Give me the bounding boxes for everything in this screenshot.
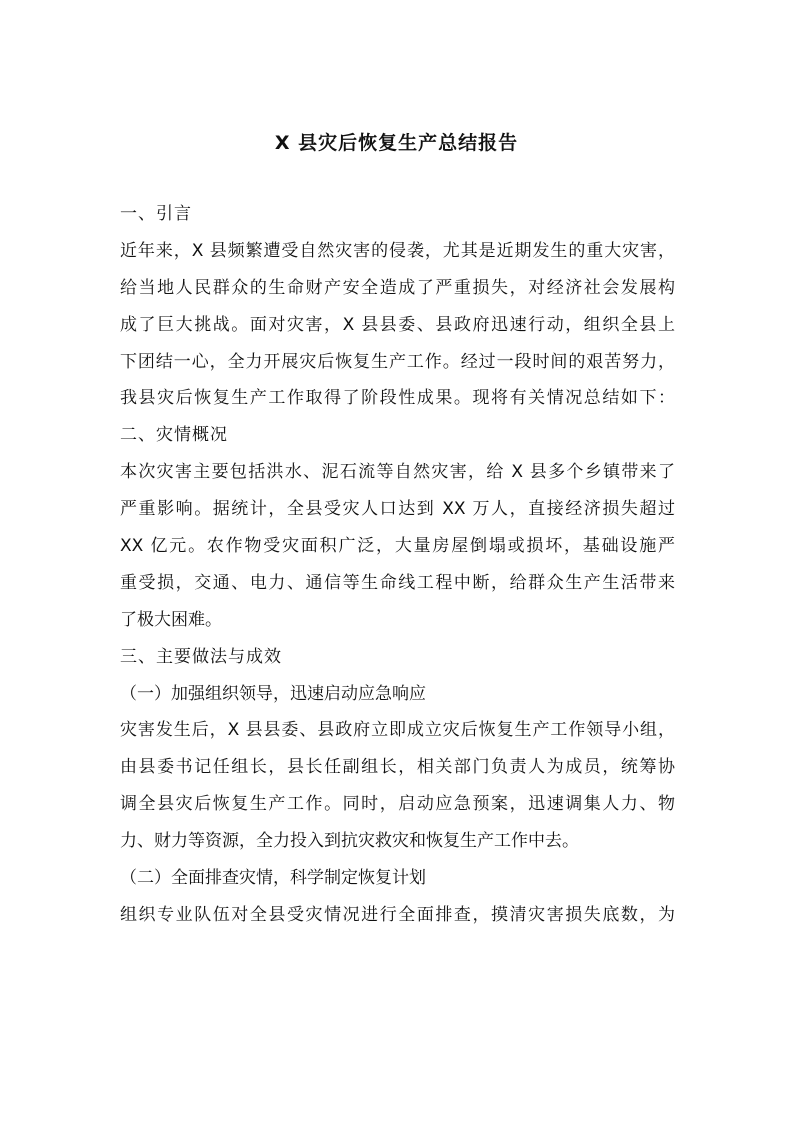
text-line: 由县委书记任组长，县长任副组长，相关部门负责人为成员，统筹协 xyxy=(120,757,675,778)
text-line: 力、财力等资源，全力投入到抗灾救灾和恢复生产工作中去。 xyxy=(120,831,579,852)
text-line: 调全县灾后恢复生产工作。同时，启动应急预案，迅速调集人力、物 xyxy=(120,794,675,815)
text-line: 重受损，交通、电力、通信等生命线工程中断，给群众生产生活带来 xyxy=(120,572,675,593)
text-line: 灾害发生后，X 县县委、县政府立即成立灾后恢复生产工作领导小组， xyxy=(120,720,675,741)
text-line: （二）全面排查灾情，科学制定恢复计划 xyxy=(120,868,426,889)
text-line: 我县灾后恢复生产工作取得了阶段性成果。现将有关情况总结如下： xyxy=(120,388,675,409)
text-line: XX 亿元。农作物受灾面积广泛，大量房屋倒塌或损坏，基础设施严 xyxy=(120,536,675,557)
text-line: 下团结一心，全力开展灾后恢复生产工作。经过一段时间的艰苦努力， xyxy=(120,351,675,372)
text-line: 近年来，X 县频繁遭受自然灾害的侵袭，尤其是近期发生的重大灾害， xyxy=(120,240,675,261)
section-heading: 二、灾情概况 xyxy=(120,425,228,446)
text-line: 给当地人民群众的生命财产安全造成了严重损失，对经济社会发展构 xyxy=(120,277,675,298)
document-body xyxy=(120,196,675,934)
page-title: X 县灾后恢复生产总结报告 xyxy=(274,132,519,154)
text-line: 了极大困难。 xyxy=(120,609,222,630)
text-line: 严重影响。据统计，全县受灾人口达到 XX 万人，直接经济损失超过 xyxy=(120,499,675,520)
text-line: 组织专业队伍对全县受灾情况进行全面排查，摸清灾害损失底数，为 xyxy=(120,904,675,925)
section-heading: 三、主要做法与成效 xyxy=(120,646,282,667)
text-line: （一）加强组织领导，迅速启动应急响应 xyxy=(120,683,426,704)
section-heading: 一、引言 xyxy=(120,204,192,224)
text-line: 本次灾害主要包括洪水、泥石流等自然灾害，给 X 县多个乡镇带来了 xyxy=(120,462,675,483)
text-line: 成了巨大挑战。面对灾害，X 县县委、县政府迅速行动，组织全县上 xyxy=(120,314,675,335)
